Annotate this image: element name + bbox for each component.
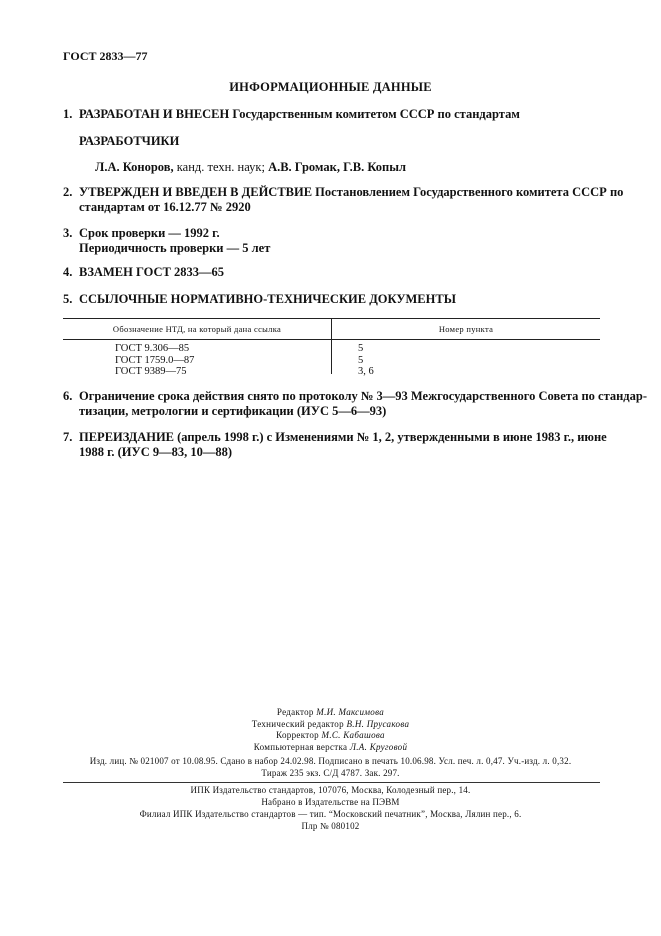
developers-heading: РАЗРАБОТЧИКИ <box>79 134 180 148</box>
credit-person: Л.А. Круговой <box>349 741 408 752</box>
credits-block <box>0 707 661 753</box>
item-6 <box>63 389 647 404</box>
table-cell-doc: ГОСТ 1759.0—87 <box>115 354 195 366</box>
item-number: 5. <box>63 292 73 306</box>
table-cell-point: 5 <box>358 354 364 366</box>
item-7-line2: 1988 г. (ИУС 9—83, 10—88) <box>79 445 233 459</box>
credit-corrector <box>0 730 661 742</box>
divider <box>63 782 600 783</box>
credit-person: В.Н. Прусакова <box>346 718 410 729</box>
table-column-documents <box>63 340 331 378</box>
table-body <box>63 340 600 378</box>
table-cell-doc: ГОСТ 9389—75 <box>115 366 187 377</box>
credit-label: Компьютерная верстка <box>253 741 350 752</box>
credit-tech-editor <box>0 719 661 731</box>
item-text: ВЗАМЕН ГОСТ 2833—65 <box>79 265 224 279</box>
table-header-point: Номер пункта <box>331 319 600 339</box>
license-line: Плр № 080102 <box>301 821 360 831</box>
item-text-line1: ПЕРЕИЗДАНИЕ (апрель 1998 г.) с Изменениями № 1, 2, утвержденными в июне 1983 г., июне <box>79 430 607 444</box>
document-code: ГОСТ 2833—77 <box>63 49 148 63</box>
imprint-line: Тираж 235 экз. С/Д 4787. Зак. 297. <box>261 768 400 778</box>
item-5 <box>63 292 456 307</box>
credit-person: М.И. Максимова <box>316 707 385 717</box>
item-text: РАЗРАБОТАН И ВНЕСЕН Государственным комитетом СССР по стандартам <box>79 107 520 121</box>
item-number: 2. <box>63 185 73 199</box>
credit-layout <box>0 742 661 754</box>
item-6-line2: тизации, метрологии и сертификации (ИУС 5—6—93) <box>79 404 387 418</box>
page-title: ИНФОРМАЦИОННЫЕ ДАННЫЕ <box>229 80 432 94</box>
credit-label: Технический редактор <box>251 718 347 729</box>
item-number: 3. <box>63 226 73 240</box>
developers-list <box>95 160 406 175</box>
publisher-line: Филиал ИПК Издательство стандартов — тип. “Московский печатник”, Москва, Лялин пер., 6. <box>139 809 522 819</box>
table-header-document: Обозначение НТД, на который дана ссылка <box>112 324 282 334</box>
item-number: 4. <box>63 265 73 279</box>
table-cell-point: 3, 6 <box>358 366 374 377</box>
developer-names: А.В. Громак, Г.В. Копыл <box>268 160 406 174</box>
item-number: 7. <box>63 430 73 444</box>
item-number: 6. <box>63 389 73 403</box>
table-column-points <box>331 340 600 377</box>
credit-label: Корректор <box>276 730 322 740</box>
developer-degree: канд. техн. наук; <box>173 160 269 174</box>
item-text-line1: УТВЕРЖДЕН И ВВЕДЕН В ДЕЙСТВИЕ Постановлением Государственного комитета СССР по <box>79 185 624 199</box>
publisher-line: Набрано в Издательстве на ПЭВМ <box>261 797 400 807</box>
item-2-line2: стандартам от 16.12.77 № 2920 <box>79 200 251 214</box>
item-2 <box>63 185 623 200</box>
reference-table <box>63 318 600 378</box>
item-text: ССЫЛОЧНЫЕ НОРМАТИВНО-ТЕХНИЧЕСКИЕ ДОКУМЕНТЫ <box>79 292 456 306</box>
item-text-line1: Срок проверки — 1992 г. <box>79 226 220 240</box>
imprint-line: Изд. лиц. № 021007 от 10.08.95. Сдано в набор 24.02.98. Подписано в печать 10.06.98. Усл. печ. л. 0,47. Уч.-изд. л. 0,32. <box>89 756 572 766</box>
credit-editor <box>0 707 661 719</box>
credit-person: М.С. Кабашова <box>321 730 385 740</box>
developer-name: Л.А. Коноров, <box>95 160 174 174</box>
publisher-line: ИПК Издательство стандартов, 107076, Москва, Колодезный пер., 14. <box>190 785 471 795</box>
item-7 <box>63 430 607 445</box>
item-1 <box>63 107 520 122</box>
item-number: 1. <box>63 107 73 121</box>
table-header <box>63 318 600 340</box>
item-3 <box>63 226 220 241</box>
table-cell-doc: ГОСТ 9.306—85 <box>115 343 190 354</box>
item-3-line2: Периодичность проверки — 5 лет <box>79 241 271 255</box>
item-4 <box>63 265 224 280</box>
item-text-line1: Ограничение срока действия снято по протоколу № 3—93 Межгосударственного Совета по стандар- <box>79 389 647 403</box>
credit-label: Редактор <box>276 707 317 717</box>
table-cell-point: 5 <box>358 343 364 354</box>
